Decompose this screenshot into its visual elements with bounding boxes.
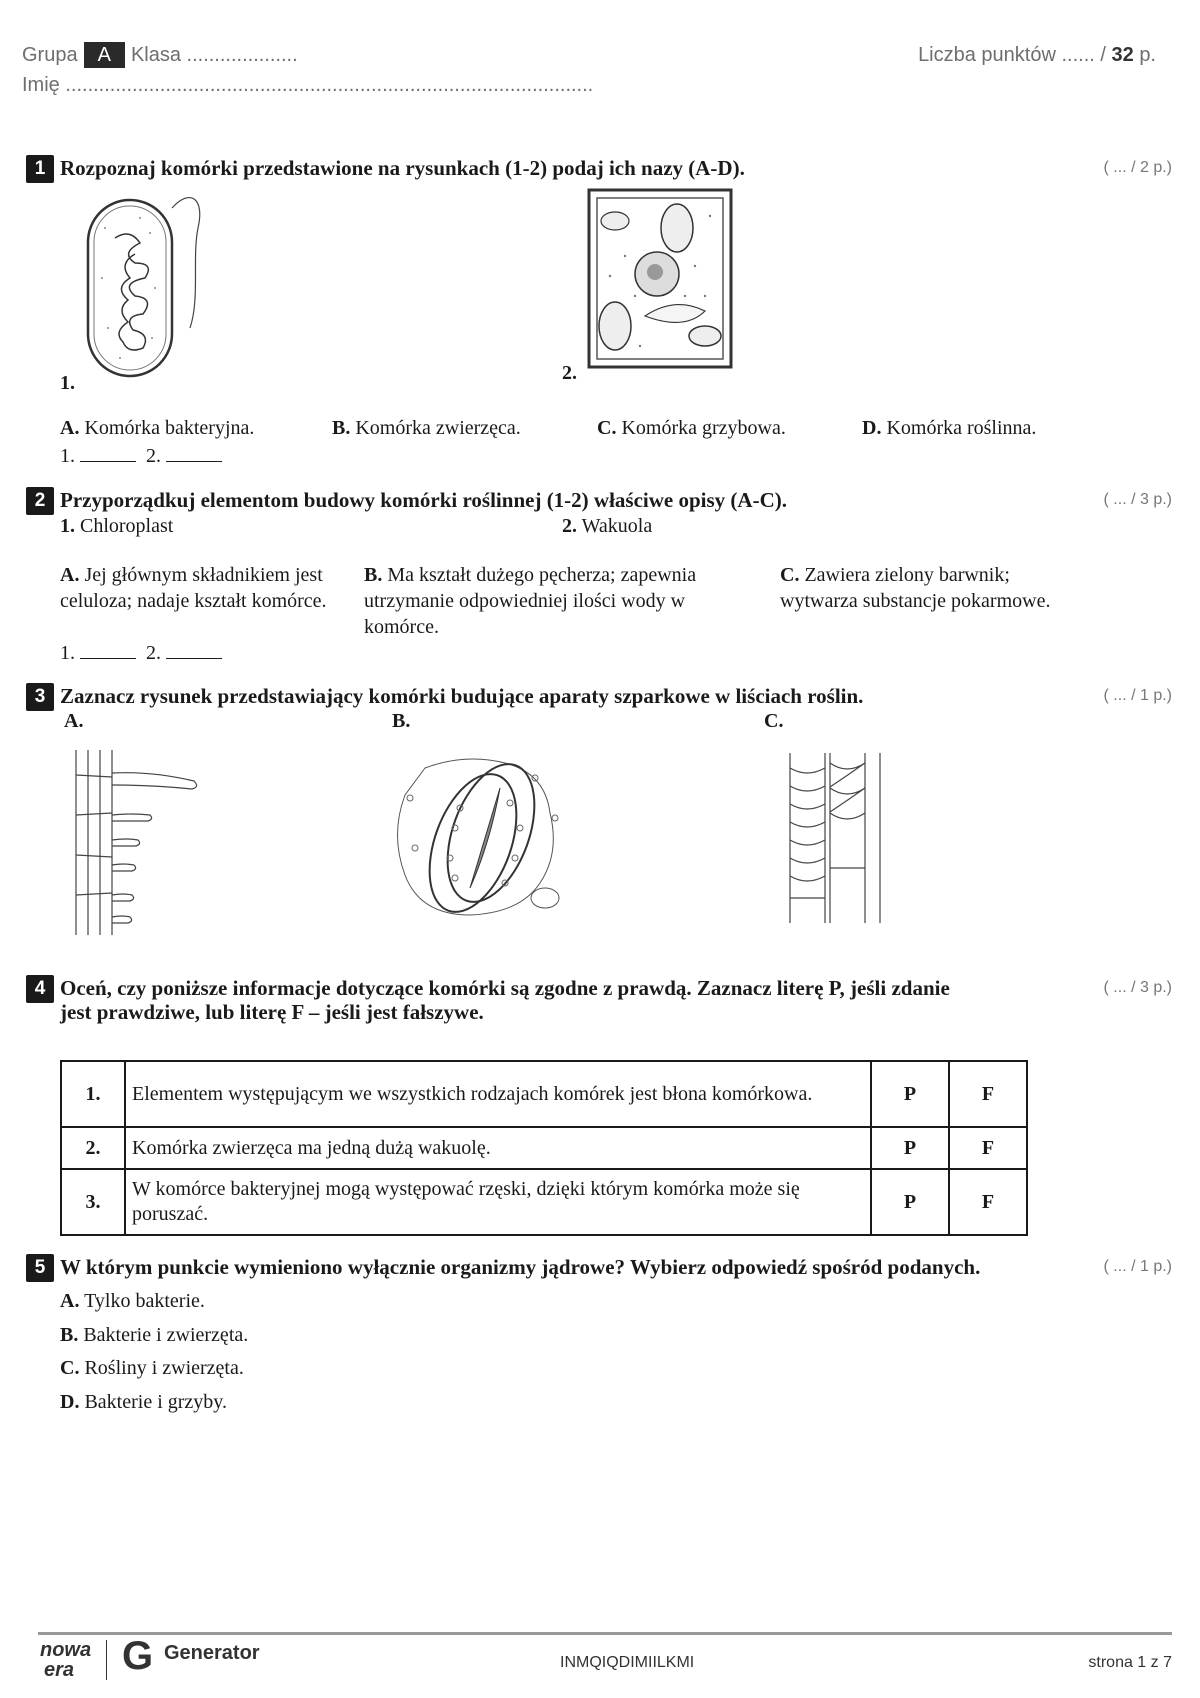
points-total [918, 44, 1156, 67]
root-hair-cells-image[interactable] [70, 745, 205, 940]
false-option[interactable]: F [949, 1061, 1027, 1127]
generator-logo-text: Generator [164, 1642, 260, 1664]
row-number: 1. [61, 1061, 125, 1127]
q1-option-a: A. Komórka bakteryjna. [60, 417, 255, 439]
document-code: INMQIQDIMIILKMI [560, 1654, 695, 1671]
table-row [61, 1169, 1027, 1235]
page-number: strona 1 z 7 [1088, 1654, 1172, 1671]
points-suffix: p. [1139, 44, 1156, 66]
vessel-cells-image[interactable] [785, 748, 885, 928]
question-4-text-line-1: Oceń, czy poniższe informacje dotyczące komórki są zgodne z prawdą. Zaznacz literę P, jeśli zdanie [60, 976, 950, 1000]
q2-item-1: 1. Chloroplast [60, 515, 174, 537]
image-2-label: 2. [562, 362, 577, 384]
q5-option-b[interactable]: B. Bakterie i zwierzęta. [60, 1324, 249, 1346]
question-5-number: 5 [26, 1254, 54, 1282]
q2-item-2: 2. Wakuola [562, 515, 653, 537]
question-1-points: ( ... / 2 p.) [1103, 159, 1172, 176]
table-row [61, 1061, 1027, 1127]
question-3-text: Zaznacz rysunek przedstawiający komórki budujące aparaty szparkowe w liściach roślin. [60, 684, 864, 708]
header-group [22, 42, 298, 68]
group-label: Grupa [22, 44, 78, 66]
question-5-points: ( ... / 1 p.) [1103, 1258, 1172, 1275]
q3-label-b[interactable]: B. [392, 710, 411, 732]
nowa-era-logo: nowa era [40, 1639, 92, 1681]
question-2-points: ( ... / 3 p.) [1103, 491, 1172, 508]
row-statement: Komórka zwierzęca ma jedną dużą wakuolę. [125, 1127, 871, 1169]
q2-option-b: B. Ma kształt dużego pęcherza; zapewnia utrzymanie odpowiedniej ilości wody w komórce. [364, 564, 697, 638]
row-statement: W komórce bakteryjnej mogą występować rzęski, dzięki którym komórka może się poruszać. [125, 1169, 871, 1235]
q1-answer-2-blank[interactable] [166, 443, 222, 462]
question-1-number: 1 [26, 155, 54, 183]
row-number: 3. [61, 1169, 125, 1235]
question-5-text: W którym punkcie wymieniono wyłącznie organizmy jądrowe? Wybierz odpowiedź spośród podanych. [60, 1255, 981, 1279]
false-option[interactable]: F [949, 1169, 1027, 1235]
q2-option-c: C. Zawiera zielony barwnik; wytwarza substancje pokarmowe. [780, 564, 1051, 612]
class-label: Klasa .................... [130, 44, 298, 66]
stomata-cells-image[interactable] [395, 748, 570, 928]
q5-option-c[interactable]: C. Rośliny i zwierzęta. [60, 1357, 244, 1379]
table-row [61, 1127, 1027, 1169]
plant-cell-image [585, 186, 735, 371]
question-2-text: Przyporządkuj elementom budowy komórki roślinnej (1-2) właściwe opisy (A-C). [60, 488, 787, 512]
question-4-points: ( ... / 3 p.) [1103, 979, 1172, 996]
name-field: Imię ............................................................................................... [22, 74, 594, 96]
footer-divider [38, 1632, 1172, 1635]
q1-option-b: B. Komórka zwierzęca. [332, 417, 521, 439]
row-statement: Elementem występującym we wszystkich rodzajach komórek jest błona komórkowa. [125, 1061, 871, 1127]
q1-answer-line: 1. 2. [60, 443, 222, 469]
q1-answer-1-blank[interactable] [80, 443, 136, 462]
question-1-text: Rozpoznaj komórki przedstawione na rysunkach (1-2) podaj ich nazy (A-D). [60, 156, 745, 180]
logo-separator [106, 1640, 107, 1680]
q3-label-c[interactable]: C. [764, 710, 784, 732]
q3-label-a[interactable]: A. [64, 710, 84, 732]
q2-answer-1-blank[interactable] [80, 640, 136, 659]
question-2-number: 2 [26, 487, 54, 515]
points-prefix: Liczba punktów ...... / [918, 44, 1106, 66]
q5-option-a[interactable]: A. Tylko bakterie. [60, 1290, 205, 1312]
true-option[interactable]: P [871, 1061, 949, 1127]
question-4-number: 4 [26, 975, 54, 1003]
q5-option-d[interactable]: D. Bakterie i grzyby. [60, 1391, 227, 1413]
question-4-text-line-2: jest prawdziwe, lub literę F – jeśli jest fałszywe. [60, 1000, 484, 1024]
q2-answer-2-blank[interactable] [166, 640, 222, 659]
generator-logo-icon: G [122, 1634, 154, 1678]
q1-option-c: C. Komórka grzybowa. [597, 417, 786, 439]
group-value: A [84, 42, 125, 68]
question-3-number: 3 [26, 683, 54, 711]
row-number: 2. [61, 1127, 125, 1169]
image-1-label: 1. [60, 372, 75, 394]
true-false-table [60, 1060, 1028, 1236]
true-option[interactable]: P [871, 1127, 949, 1169]
q1-option-d: D. Komórka roślinna. [862, 417, 1037, 439]
false-option[interactable]: F [949, 1127, 1027, 1169]
q2-option-a: A. Jej głównym składnikiem jest celuloza; nadaje kształt komórce. [60, 564, 327, 612]
question-3-points: ( ... / 1 p.) [1103, 687, 1172, 704]
true-option[interactable]: P [871, 1169, 949, 1235]
points-total-value: 32 [1111, 44, 1134, 66]
bacteria-cell-image [80, 188, 210, 388]
q2-answer-line: 1. 2. [60, 640, 222, 666]
